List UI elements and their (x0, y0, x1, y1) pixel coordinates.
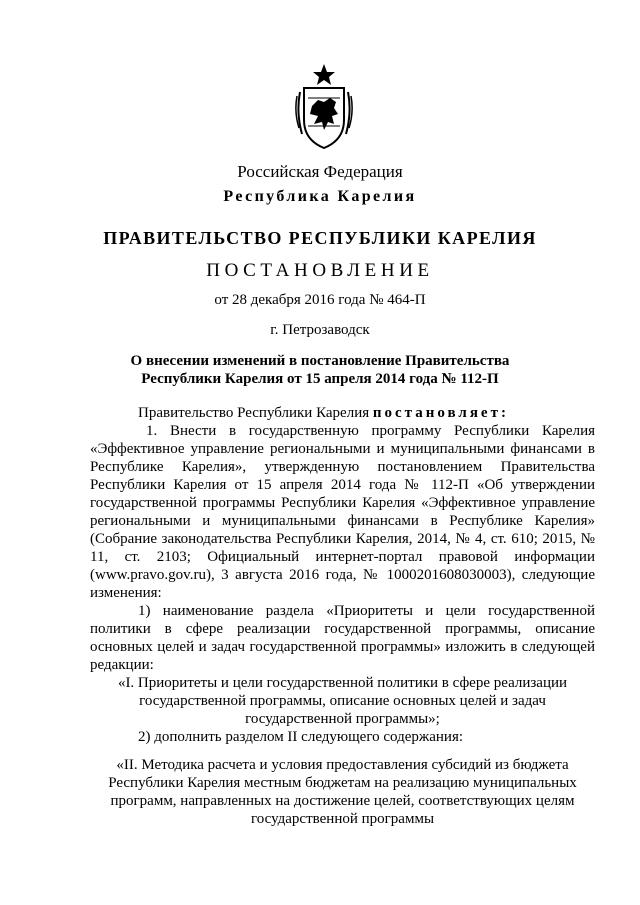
subitem-1: 1) наименование раздела «Приоритеты и цели государственной политики в сфере реализации государственной программы, описание основных целей и задач государственной программы» изложить в следующей редакции: (90, 603, 595, 673)
document-date: от 28 декабря 2016 года № 464-П (214, 292, 426, 308)
subject-line-2: Республики Карелия от 15 апреля 2014 года № 112-П (141, 371, 499, 387)
subitem-2: 2) дополнить разделом II следующего содержания: (138, 729, 464, 745)
item-1: 1. Внести в государственную программу Республики Карелия «Эффективное управление региональными и муниципальными финансами в Республике Карелия», утвержденную постановлением Правительства Республики Карелия от 15 апреля 2014 года № 112-П «Об утверждении государственной программы Республики Карелия «Эффективное управление региональными и муниципальными финансами в Республике Карелия» (Собрание законодательства Республики Карелия, 2014, № 4, ст. 610; 2015, № 11, ст. 2103; Официальный интернет-портал правовой информации (www.pravo.gov.ru), 3 августа 2016 года, № 1000201608030003), следующие изменения: (90, 423, 595, 601)
republic-title: Республика Карелия (223, 188, 417, 205)
quote-section-1 (90, 674, 595, 728)
document-type: ПОСТАНОВЛЕНИЕ (206, 260, 434, 281)
document-subject (0, 352, 640, 388)
quote-1-line-2: государственной программы, описание основных целей и задач (139, 693, 546, 709)
quote-2-line-1: «II. Методика расчета и условия предоставления субсидий из бюджета (116, 757, 569, 773)
quote-2-line-4: государственной программы (250, 811, 435, 827)
quote-section-2 (90, 756, 595, 828)
government-title: ПРАВИТЕЛЬСТВО РЕСПУБЛИКИ КАРЕЛИЯ (103, 228, 537, 248)
quote-2-line-3: программ, направленных на достижение целей, соответствующих целям (110, 793, 575, 809)
preamble-verb: постановляет: (372, 405, 509, 421)
quote-1-line-3: государственной программы»; (245, 711, 440, 727)
federation-title: Российская Федерация (237, 162, 403, 181)
karelia-coat-of-arms-icon (294, 62, 354, 152)
preamble (90, 404, 595, 422)
preamble-text: Правительство Республики Карелия (138, 405, 373, 421)
quote-2-line-2: Республики Карелия местным бюджетам на реализацию муниципальных (108, 775, 577, 791)
document-body (90, 404, 595, 828)
quote-1-line-1: «I. Приоритеты и цели государственной политики в сфере реализации (117, 675, 568, 691)
document-city: г. Петрозаводск (270, 322, 370, 338)
subject-line-1: О внесении изменений в постановление Правительства (130, 353, 510, 369)
